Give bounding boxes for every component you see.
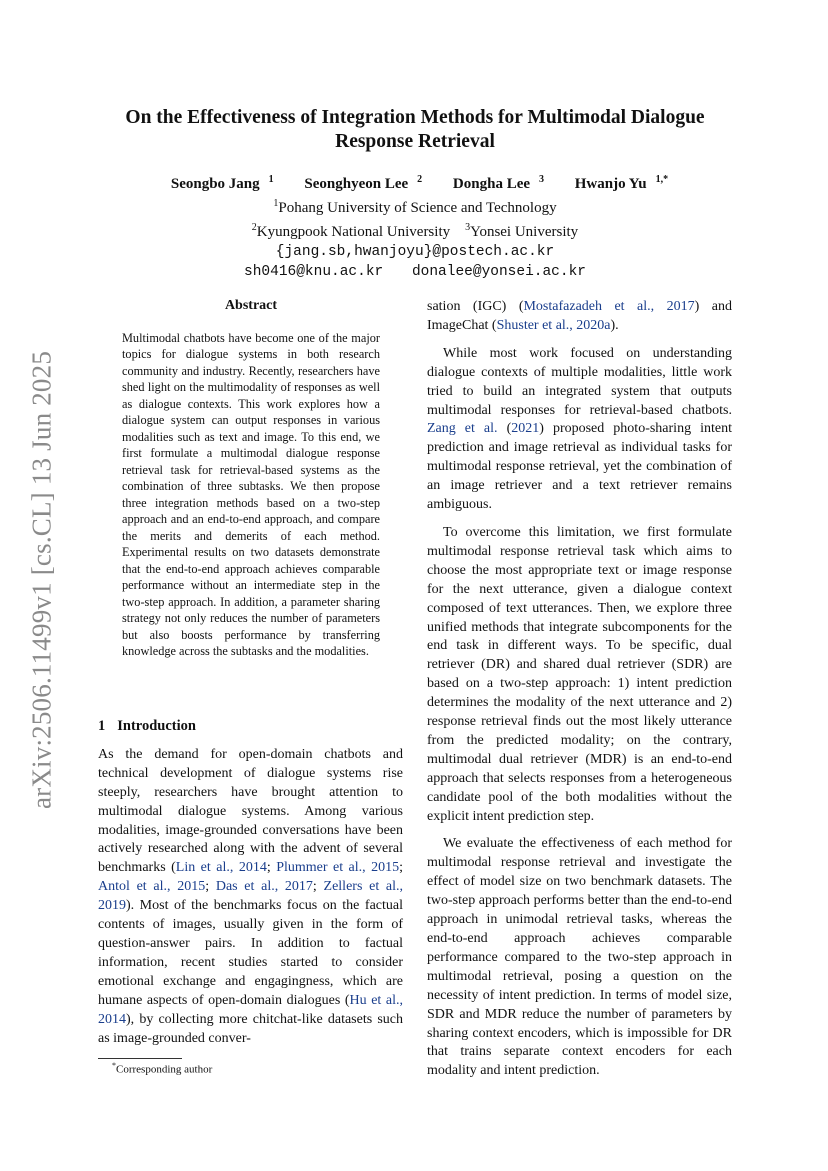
affiliation-line: $^2$Kyungpook National University $^3$Yonsei University <box>251 222 579 240</box>
citation-link[interactable]: Zellers et al., 2019 <box>98 879 404 914</box>
author: Hwanjo Yu $^{1,*}$ <box>574 174 669 192</box>
author-names <box>90 170 740 194</box>
footnote: *Corresponding author <box>112 1061 213 1076</box>
email[interactable]: sh0416@knu.ac.kr <box>244 264 384 280</box>
paragraph <box>427 345 732 515</box>
text-run: We evaluate the effectiveness of each method for multimodal response retrieval and investigate the effect of model size on two benchmark datasets. The two-step approach performs better than the end-to-end approach in unimodal retrieval tasks, whereas the end-to-end approach achieves comparable performance compared to the two-step approach in multimodal retrieval, posing a question on the necessity of intent prediction. In terms of model size, SDR and MDR reduce the number of parameters by sharing context encoders, which is impossible for DR that trains separate context encoders for each modality and intent prediction. <box>427 836 732 1079</box>
paragraph <box>98 746 403 1049</box>
citation-link[interactable]: Shuster et al., 2020a <box>496 317 611 333</box>
text-run: ). Most of the benchmarks focus on the factual contents of images, usually given in the form of question-answer pairs. In addition to factual information, recent studies started to consider emotional exchange and engagingness, which are humane aspects of open-domain dialogues ( <box>98 898 403 1008</box>
citation-link[interactable]: Antol et al., 2015 <box>98 879 206 895</box>
author: Seongbo Jang $^1$ <box>170 174 274 192</box>
text-run: As the demand for open-domain chatbots and technical development of dialogue systems rise steeply, researchers have brought attention to multimodal dialogue systems. Among various modalities, image-grounded conversations have been actively researched along with the advent of several benchmarks ( <box>98 746 403 876</box>
text-run: ; <box>312 879 324 895</box>
email[interactable]: donalee@yonsei.ac.kr <box>411 264 586 280</box>
text-run: ). <box>610 317 619 333</box>
text-run: ; <box>399 860 404 876</box>
text-run: While most work focused on understanding dialogue contexts of multiple modalities, little work tried to build an integrated system that outputs multimodal responses for retrieval-based chatbots. <box>427 345 732 418</box>
introduction-section <box>98 717 403 1048</box>
abstract-text: Multimodal chatbots have become one of the major topics for dialogue systems in both research community and industry. Recently, researchers have shed light on the multimodality of responses as well as dialogue contexts. This work explores how a dialogue system can output responses in various modalities such as text and image. To this end, we first formulate a multimodal dialogue response retrieval task for retrieval-based systems as the combination of three subtasks. We then propose three integration methods based on a two-step approach and an end-to-end approach, and compare the merits and demerits of each method. Experimental results on two datasets demonstrate that the end-to-end approach achieves comparable performance without an intermediate step in the two-step approach. In addition, a parameter sharing strategy not only reduces the number of parameters but also boosts performance by transferring knowledge across the subtasks and the modalities. <box>122 330 380 658</box>
arxiv-identifier <box>22 300 62 860</box>
paragraph <box>427 298 732 336</box>
paragraph <box>427 524 732 827</box>
email-line <box>90 242 740 262</box>
citation-link[interactable]: Lin et al., 2014 <box>175 860 267 876</box>
affiliation-line: $^1$Pohang University of Science and Technology <box>273 198 557 216</box>
abstract-heading: Abstract <box>224 298 278 313</box>
text-run: sation (IGC) ( <box>427 299 524 314</box>
abstract <box>122 298 380 660</box>
author-block <box>90 170 740 282</box>
citation-link[interactable]: Das et al., 2017 <box>215 879 313 895</box>
citation-link[interactable]: Mostafazadeh et al., 2017 <box>523 299 695 314</box>
author: Seonghyeon Lee $^2$ <box>304 174 423 192</box>
text-run: ) and ImageChat ( <box>427 299 732 333</box>
text-run: To overcome this limitation, we first formulate multimodal response retrieval task which aims to choose the most appropriate text or image response for the next utterance, given a dialogue context composed of text utterances. Then, we explore three unified methods that integrate subcomponents for the end task in different ways. To be specific, dual retriever (DR) and shared dual retriever (SDR) are based on a two-step approach: 1) intent prediction determines the modality of the next utterance and 2) response retrieval finds out the most likely utterance from the predicted modality; on the contrary, multimodal dual retriever (MDR) is an end-to-end approach that selects responses from a heterogeneous candidate pool of the both modalities without the explicit intent prediction step. <box>427 524 732 824</box>
paper-title: On the Effectiveness of Integration Methods for Multimodal Dialogue Response Retrieval <box>125 107 705 152</box>
section-heading: 1 Introduction <box>98 718 196 734</box>
text-run: ; <box>205 879 216 895</box>
text-run: ( <box>497 421 512 437</box>
footnote-rule <box>98 1058 182 1059</box>
author: Dongha Lee $^3$ <box>452 174 545 192</box>
citation-link[interactable]: Zang et al. <box>427 421 498 437</box>
text-run: ; <box>266 860 277 876</box>
citation-link[interactable]: Plummer et al., 2015 <box>276 860 400 876</box>
citation-link[interactable]: 2021 <box>511 421 540 437</box>
right-column <box>427 298 732 1090</box>
paragraph <box>427 835 732 1081</box>
citation-link[interactable]: Hu et al., 2014 <box>98 992 403 1027</box>
email[interactable]: {jang.sb,hwanjoyu}@postech.ac.kr <box>275 244 555 260</box>
text-run: ), by collecting more chitchat-like datasets such as image-grounded conver- <box>98 1011 403 1046</box>
email-line <box>90 262 740 282</box>
arxiv-identifier-text: arXiv:2506.11499v1 [cs.CL] 13 Jun 2025 <box>26 350 57 810</box>
text-run: ) proposed photo-sharing intent prediction and image retrieval as individual tasks for multimodal response retrieval, yet the combination of an image retriever and a text retriever remains ambiguous. <box>427 421 732 513</box>
